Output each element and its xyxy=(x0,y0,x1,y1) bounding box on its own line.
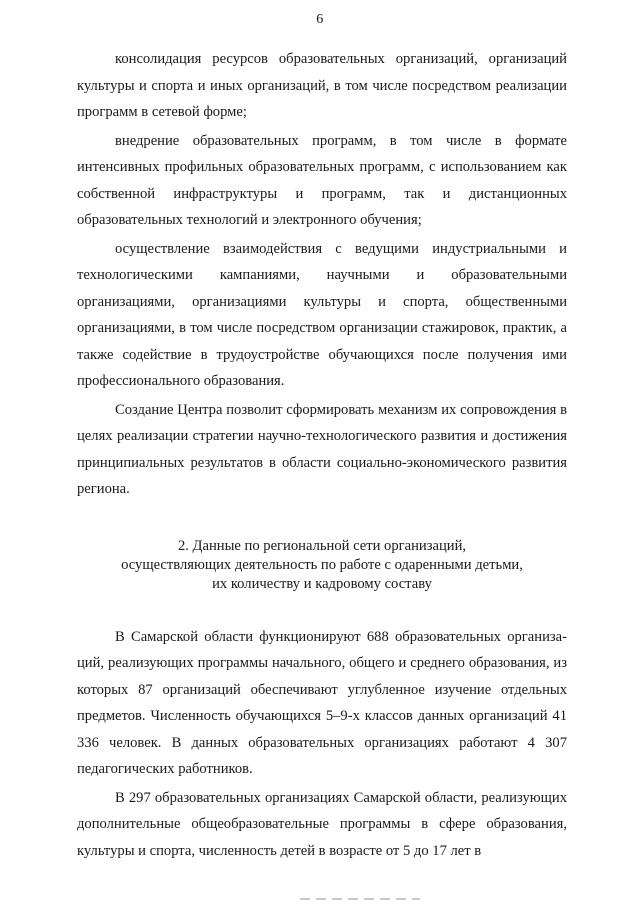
scan-artifact xyxy=(300,898,420,900)
section-heading-line: 2. Данные по региональной сети организаций, xyxy=(177,537,467,554)
section-heading-line: их количеству и кадровому составу xyxy=(212,575,432,592)
paragraph-cooperation: осуществление взаимодействия с ведущими индустриальными и технологическими кампаниями, научными и образовательными организациями, организациями культуры и спорта, общественными организациями, в том числе посредством организации стажировок, практик, а также содействие в трудоустройстве обучающихся после получения ими профессионального образования. xyxy=(77,240,567,389)
paragraph-additional-education: В 297 образовательных организациях Самарской области, реализующих дополнительные общеобразовательные программы в сфере образования, культуры и спорта, численность детей в возрасте от 5 до 17 лет в xyxy=(77,789,567,859)
paragraph-consolidation: консолидация ресурсов образовательных организаций, организаций культуры и спорта и иных организаций, в том числе посредством реализации программ в сетевой форме; xyxy=(77,51,567,120)
paragraph-organizations: В Самарской области функционируют 688 образовательных организаций, реализующих программы начального, общего и среднего образования, из которых 87 организаций обеспечивают углубленное изучение отдельных предметов. Численность обучающихся 5–9-х классов данных организаций 41 336 человек. В данных образовательных организациях работают 4 307 педагогических работников. xyxy=(77,628,567,777)
paragraph-programs: внедрение образовательных программ, в том числе в формате интенсивных профильных образовательных программ, с использованием как собственной инфраструктуры и программ, так и дистанционных образовательных технологий и электронного обучения; xyxy=(77,132,567,228)
page-number: 6 xyxy=(316,12,324,27)
section-heading xyxy=(77,537,567,594)
page-body xyxy=(77,46,567,864)
paragraph-center: Создание Центра позволит сформировать механизм их сопровождения в целях реализации стратегии научно-технологического развития и достижения принципиальных результатов в области социально-экономического развития региона. xyxy=(77,401,567,497)
section-heading-line: осуществляющих деятельность по работе с одаренными детьми, xyxy=(121,556,523,573)
